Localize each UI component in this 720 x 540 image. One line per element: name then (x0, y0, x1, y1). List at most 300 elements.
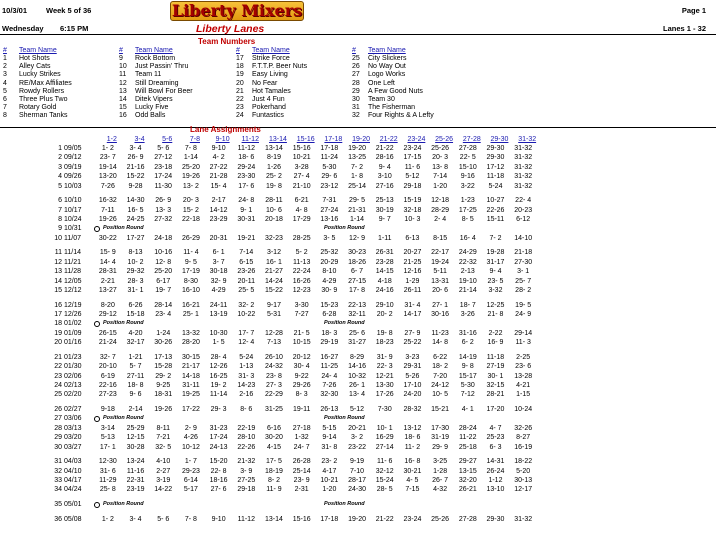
team-number: 6 (3, 95, 7, 103)
lane-assignment-cell: 28-21 (486, 391, 505, 399)
lane-assignment-cell: 22- 8 (210, 467, 227, 475)
week-date: 11/21 (64, 258, 81, 266)
lane-assignment-cell: 4-32 (433, 486, 448, 494)
team-name: The Fisherman (368, 104, 416, 112)
lane-assignment-cell: 24-20 (403, 391, 422, 399)
lane-assignment-cell: 11- 4 (183, 249, 199, 257)
team-number: 19 (236, 71, 244, 79)
week-number: 36 (54, 515, 62, 523)
lane-assignment-cell: 29-24 (237, 163, 256, 171)
lane-assignment-cell: 9- 4 (489, 268, 502, 276)
lane-assignment-cell: 2-22 (488, 329, 503, 337)
week-number: 19 (54, 329, 62, 337)
lane-assignment-cell: 9-28 (128, 182, 143, 190)
week-date: 09/05 (64, 145, 82, 152)
lane-assignment-cell: 25-18 (458, 443, 477, 451)
lane-pair-header: 5-6 (162, 136, 173, 143)
week-row (0, 443, 537, 452)
team-name-header: Team Name (135, 47, 173, 54)
lane-assignment-cell: 11-29 (99, 477, 117, 484)
lane-assignment-cell: 27-25 (237, 477, 256, 484)
team-name: Just Passin' Thru (135, 63, 189, 71)
lane-assignment-cell: 14-10 (514, 234, 533, 242)
lane-assignment-cell: 5-30 (322, 163, 337, 171)
lane-assignment-cell: 6-17 (156, 277, 171, 285)
lane-assignment-cell: 4-18 (377, 277, 392, 285)
lane-assignment-cell: 1-14 (350, 216, 365, 223)
team-row (236, 112, 352, 120)
lane-assignment-cell: 30-15 (181, 353, 200, 361)
week-row (0, 172, 537, 181)
lane-pair-header: 19-20 (352, 136, 370, 143)
lane-assignment-cell: 30-28 (126, 443, 145, 451)
lane-assignment-cell: 24-32 (265, 363, 283, 371)
lane-assignment-cell: 8-27 (516, 434, 531, 442)
team-number: 30 (352, 95, 360, 103)
lane-assignment-cell: 26-24 (486, 467, 505, 475)
lane-assignment-cell: 4-29 (322, 277, 337, 285)
lane-assignment-cell: 25-14 (292, 467, 311, 475)
lane-assignment-cell: 31- 9 (376, 353, 393, 361)
lane-pair-header: 11-12 (241, 136, 259, 143)
lane-assignment-cell: 25-26 (431, 515, 450, 523)
lane-assignment-cell: 13-28 (514, 372, 533, 380)
lane-assignment-cell: 7- 8 (184, 515, 197, 523)
lane-assignment-cell: 10-24 (514, 406, 533, 413)
lane-assignment-cell: 26-15 (98, 329, 117, 337)
lane-assignment-cell: 31-11 (182, 382, 200, 389)
lane-assignment-cell: 25-23 (486, 434, 505, 442)
lane-assignment-cell: 7- 2 (351, 163, 364, 171)
lane-assignment-cell: 21-16 (126, 163, 145, 171)
position-round-text: Position Round (324, 320, 365, 327)
lane-assignment-cell: 20- 6 (432, 287, 449, 294)
team-row (3, 63, 119, 71)
lane-assignment-cell: 21- 8 (487, 311, 504, 318)
lane-assignment-cell: 15-28 (154, 363, 173, 371)
position-round-label (94, 500, 314, 509)
lane-assignment-cell: 13-16 (320, 216, 339, 223)
week-date: 04/03 (64, 458, 82, 466)
lane-assignment-cell: 17-12 (486, 163, 505, 171)
lane-assignment-cell: 13-14 (265, 145, 283, 152)
lane-assignment-cell: 11-18 (486, 173, 505, 181)
lane-assignment-cell: 11-23 (431, 329, 449, 337)
week-date: 10/31 (64, 225, 82, 233)
week-date: 10/03 (64, 182, 82, 190)
lane-assignment-cell: 5-20 (516, 467, 531, 475)
lane-assignment-cell: 27- 1 (432, 301, 449, 309)
lane-assignment-cell: 21-27 (265, 268, 283, 276)
position-round-row (0, 500, 365, 509)
page-number: Page 1 (681, 6, 706, 15)
lane-assignment-cell: 27- 3 (265, 382, 282, 389)
lane-assignment-cell: 25- 6 (349, 329, 366, 337)
lane-assignment-cell: 29- 5 (349, 197, 366, 205)
team-row (3, 55, 119, 63)
lane-assignment-cell: 6-14 (183, 477, 198, 484)
lane-assignment-cell: 6- 7 (351, 268, 364, 276)
lane-assignment-cell: 20-29 (320, 258, 339, 266)
week-number: 12 (54, 258, 62, 266)
lane-assignment-cell: 4-10 (156, 458, 171, 466)
lane-assignment-cell: 10-12 (181, 443, 200, 451)
week-row (0, 248, 537, 257)
lane-assignment-cell: 25-29 (126, 424, 145, 432)
team-column (236, 46, 352, 121)
team-number: 26 (352, 63, 360, 71)
lane-assignment-cell: 29-14 (514, 329, 533, 337)
lane-assignment-cell: 15-16 (292, 145, 311, 152)
center-name: Liberty Lanes (196, 23, 265, 35)
lane-assignment-cell: 30-23 (348, 249, 366, 257)
lane-assignment-cell: 9- 7 (378, 216, 391, 223)
team-numbers-title: Team Numbers (198, 37, 256, 46)
header-divider (0, 34, 716, 35)
team-row (352, 80, 468, 88)
week-date: 01/23 (64, 353, 82, 361)
team-name: Still Dreaming (135, 79, 179, 87)
lane-assignment-cell: 22- 5 (459, 154, 476, 162)
lane-assignment-cell: 21-22 (375, 515, 394, 523)
lane-assignment-cell: 23-18 (154, 163, 173, 171)
week-row (0, 467, 537, 476)
lane-assignment-cell: 12-30 (98, 458, 117, 466)
lane-assignment-cell: 31-16 (458, 329, 477, 337)
league-logo: Liberty Mixers (171, 1, 303, 20)
team-row (236, 71, 352, 79)
lane-assignment-cell: 7-26 (322, 382, 337, 389)
lane-assignment-cell: 15-22 (265, 287, 283, 294)
week-date: 09/12 (64, 154, 82, 162)
team-number: 3 (3, 71, 7, 79)
lane-assignment-cell: 3-32 (488, 287, 503, 294)
lane-assignment-cell: 30-16 (431, 311, 450, 318)
lane-assignment-cell: 21-31 (348, 206, 366, 214)
team-name: Odd Balls (135, 112, 166, 120)
week-row (0, 433, 537, 442)
lane-assignment-cell: 25-20 (181, 163, 200, 171)
lane-assignment-cell: 2-17 (211, 197, 226, 205)
lane-assignment-cell: 10- 6 (265, 206, 282, 214)
position-round-text: Position Round (103, 320, 144, 327)
lane-assignment-cell: 1-26 (266, 163, 281, 171)
lane-assignment-cell: 9-18 (100, 406, 115, 413)
week-row (0, 277, 537, 286)
lane-assignment-cell: 21-32 (237, 458, 256, 466)
lane-assignment-cell: 17-15 (403, 154, 422, 162)
team-number-header: # (119, 47, 123, 54)
lane-assignment-cell: 8- 5 (461, 216, 474, 223)
lane-assignment-cell: 1- 8 (351, 173, 364, 181)
week-date: 10/10 (64, 197, 82, 205)
team-row (3, 80, 119, 88)
lane-assignment-cell: 5- 6 (157, 145, 170, 152)
lane-assignment-cell: 12-26 (209, 363, 228, 371)
lane-assignment-cell: 27- 6 (210, 486, 227, 494)
lane-assignment-cell: 26-31 (375, 249, 394, 257)
lane-assignment-cell: 23- 4 (155, 311, 172, 318)
lane-assignment-cell: 31-32 (514, 182, 533, 190)
week-number: 16 (54, 301, 62, 309)
lane-assignment-cell: 10- 5 (432, 391, 449, 399)
lane-assignment-cell: 8-13 (128, 249, 143, 257)
week-number: 1 (58, 145, 62, 152)
lane-assignment-cell: 24-29 (458, 249, 477, 257)
team-number: 31 (352, 104, 360, 112)
lane-assignment-cell: 28-14 (154, 301, 173, 309)
lane-assignment-cell: 26- 7 (432, 477, 449, 484)
lane-assignment-cell: 24-11 (209, 301, 228, 309)
lane-assignment-cell: 2-21 (100, 277, 115, 285)
lane-assignment-cell: 32-20 (458, 477, 477, 484)
position-round-text: Position Round (324, 415, 365, 422)
lane-assignment-cell: 5-26 (405, 372, 420, 380)
position-round-text: Position Round (324, 501, 365, 507)
week-date: 11/28 (64, 268, 81, 276)
lane-assignment-cell: 18-22 (514, 458, 533, 466)
lane-assignment-cell: 24-16 (375, 287, 394, 294)
lane-assignment-cell: 14-15 (375, 268, 394, 276)
lane-assignment-cell: 19-24 (431, 258, 450, 266)
lane-assignment-cell: 14-31 (486, 458, 505, 466)
team-number-header: # (236, 47, 240, 54)
week-number: 30 (54, 443, 62, 451)
lane-assignment-cell: 5-12 (350, 406, 365, 413)
position-round-label (94, 319, 314, 328)
lane-assignment-cell: 8- 6 (240, 406, 253, 413)
lane-assignment-cell: 2- 4 (434, 216, 447, 223)
lane-assignment-cell: 16- 9 (487, 339, 504, 347)
team-row (236, 55, 352, 63)
team-row (352, 104, 468, 112)
lane-assignment-cell: 17-22 (181, 406, 200, 413)
lane-assignment-cell: 11- 9 (266, 486, 282, 494)
lane-pair-header: 29-30 (490, 136, 509, 143)
lane-assignment-cell: 22-16 (98, 382, 117, 389)
lane-assignment-cell: 1-20 (322, 486, 337, 494)
lane-assignment-cell: 24-13 (209, 443, 228, 451)
team-row (352, 96, 468, 104)
lane-assignment-cell: 22-26 (486, 206, 505, 214)
lane-assignment-cell: 28- 3 (127, 277, 144, 285)
team-name: Team 30 (368, 95, 395, 103)
lane-assignment-cell: 27-22 (209, 163, 228, 171)
week-number: 31 (54, 458, 62, 466)
lane-assignment-cell: 9- 5 (184, 258, 197, 266)
lane-assignment-cell: 26-13 (320, 406, 339, 413)
lane-assignment-cell: 5-11 (433, 268, 447, 276)
lane-assignment-cell: 29-23 (181, 467, 200, 475)
team-row (236, 88, 352, 96)
lane-assignment-cell: 25-13 (375, 197, 394, 205)
lane-assignment-cell: 11-16 (126, 467, 145, 475)
lane-assignment-cell: 7- 2 (489, 234, 502, 242)
lane-assignment-cell: 5-12 (405, 173, 420, 181)
lane-assignment-cell: 6-15 (239, 258, 254, 266)
lane-assignment-cell: 17-13 (154, 353, 173, 361)
team-name-header: Team Name (19, 47, 57, 54)
lane-assignment-cell: 16-27 (320, 353, 339, 361)
lane-assignment-cell: 15- 2 (182, 206, 199, 214)
team-column (119, 46, 235, 121)
lane-assignment-cell: 13-20 (98, 173, 117, 181)
lane-assignment-cell: 28-29 (431, 206, 450, 214)
lane-assignment-cell: 14-19 (458, 353, 477, 361)
lane-assignment-cell: 14-16 (348, 363, 366, 371)
lane-assignment-cell: 18- 8 (127, 382, 144, 389)
lane-assignment-cell: 1-24 (156, 329, 171, 337)
lane-assignment-cell: 13-12 (403, 424, 422, 432)
lane-assignment-cell: 1-29 (405, 277, 420, 285)
week-number: 2 (58, 154, 62, 162)
week-number: 17 (54, 311, 62, 318)
week-number: 23 (54, 372, 62, 380)
lane-assignment-cell: 6-26 (128, 301, 143, 309)
lane-assignment-cell: 7- 8 (184, 145, 197, 152)
lane-assignment-cell: 32-11 (348, 311, 366, 318)
lane-assignment-cell: 7-14 (433, 173, 448, 181)
week-row (0, 405, 537, 414)
week-row (0, 353, 537, 362)
week-row (0, 390, 537, 399)
lane-assignment-cell: 13-24 (126, 458, 145, 466)
lane-assignment-cell: 27-14 (375, 443, 394, 451)
team-name: Team 11 (135, 71, 162, 79)
lane-assignment-cell: 2-31 (294, 486, 309, 494)
team-row (119, 112, 235, 120)
week-number: 26 (54, 406, 62, 413)
team-name: F.T.T.P. Beer Nuts (252, 63, 308, 71)
lane-assignment-cell: 5-13 (100, 434, 115, 442)
lane-assignment-cell: 21-18 (514, 249, 533, 257)
lane-assignment-cell: 29-18 (403, 182, 422, 190)
position-round-text: Position Round (324, 225, 365, 232)
lane-pair-header: 25-26 (435, 136, 454, 143)
team-column-header (119, 46, 235, 55)
lane-assignment-cell: 17- 5 (265, 458, 282, 466)
lane-assignment-cell: 30-18 (209, 268, 228, 276)
lane-assignment-cell: 22-19 (237, 424, 256, 432)
lane-assignment-cell: 10- 1 (376, 424, 393, 432)
lane-assignment-cell: 16-32 (98, 197, 117, 205)
lane-assignment-cell: 15-22 (126, 173, 145, 181)
lane-assignment-cell: 27- 4 (293, 173, 310, 181)
team-number: 27 (352, 71, 360, 79)
week-number: 33 (54, 477, 62, 484)
lane-assignment-cell: 3- 7 (212, 258, 225, 266)
week-row (0, 329, 537, 338)
lane-assignment-cell: 13-31 (431, 277, 450, 285)
week-row (0, 196, 537, 205)
lane-assignment-cell: 19- 7 (155, 287, 172, 294)
team-row (119, 80, 235, 88)
team-name: Lucky Strikes (19, 71, 61, 79)
lane-assignment-cell: 19-21 (237, 234, 256, 242)
lane-assignment-cell: 13-30 (375, 382, 394, 389)
lane-pair-header: 3-4 (134, 136, 145, 143)
lane-assignment-cell: 1-21 (128, 353, 143, 361)
lane-assignment-cell: 31-27 (348, 339, 366, 347)
lane-assignment-cell: 5- 2 (295, 249, 308, 257)
position-round-text: Position Round (103, 225, 144, 232)
week-row (0, 515, 537, 524)
week-date: 11/07 (64, 234, 81, 242)
lane-assignment-cell: 14-22 (154, 486, 173, 494)
team-number: 1 (3, 55, 7, 62)
week-date: 01/02 (64, 320, 82, 328)
lane-assignment-cell: 4- 8 (295, 206, 308, 214)
team-name: No Way Out (368, 63, 406, 71)
lane-assignment-cell: 16-10 (181, 287, 200, 294)
lane-assignment-cell: 25- 7 (515, 277, 532, 285)
lane-assignment-cell: 8-11 (156, 424, 170, 432)
lane-pair-header: 21-22 (379, 136, 398, 143)
lane-assignment-cell: 20-11 (237, 277, 255, 285)
lane-assignment-cell: 20- 3 (432, 154, 449, 162)
lane-assignment-cell: 31-23 (209, 424, 228, 432)
lane-assignment-cell: 27-28 (458, 515, 477, 523)
lane-assignment-cell: 25-26 (431, 145, 450, 152)
team-row (236, 96, 352, 104)
lane-assignment-cell: 8-19 (266, 154, 281, 162)
lane-assignment-cell: 3-28 (294, 163, 309, 171)
team-number: 14 (119, 95, 127, 103)
team-row (352, 112, 468, 120)
team-number: 8 (3, 112, 7, 120)
lane-assignment-cell: 23-30 (237, 173, 256, 181)
team-row (119, 104, 235, 112)
lane-assignment-cell: 29-30 (486, 154, 505, 162)
week-row (0, 424, 537, 433)
lane-assignment-cell: 24- 8 (238, 197, 255, 205)
lane-assignment-cell: 32-17 (126, 339, 145, 347)
lane-assignment-cell: 16-29 (375, 434, 394, 442)
team-number: 4 (3, 79, 7, 87)
lane-assignment-cell: 5-31 (266, 311, 281, 318)
week-date: 04/24 (64, 486, 82, 494)
lane-assignment-cell: 20-10 (98, 363, 117, 371)
lane-assignment-cell: 17-30 (431, 424, 450, 432)
lane-assignment-cell: 21-17 (181, 363, 200, 371)
team-number-header: # (352, 47, 356, 54)
lane-assignment-cell: 21-22 (375, 145, 394, 152)
week-date: 09/19 (64, 163, 82, 171)
week-number: 15 (54, 287, 62, 294)
team-number: 32 (352, 112, 360, 120)
lane-pair-header: 23-24 (407, 136, 426, 143)
lane-pair-header: 1-2 (106, 136, 117, 143)
team-row (119, 55, 235, 63)
week-row (0, 206, 537, 215)
lane-assignment-cell: 23-19 (126, 486, 145, 494)
lane-assignment-cell: 1- 2 (101, 515, 114, 523)
week-row (0, 182, 537, 191)
lane-assignment-cell: 32- 5 (155, 443, 172, 451)
lane-assignment-cell: 12-21 (375, 372, 394, 380)
team-number: 9 (119, 55, 123, 62)
lane-assignment-cell: 11-18 (486, 353, 505, 361)
team-number: 23 (236, 104, 244, 112)
team-name: Ditek Vipers (135, 95, 173, 103)
lane-assignment-cell: 21-28 (209, 173, 228, 181)
lane-assignment-cell: 28- 4 (210, 353, 227, 361)
lane-assignment-cell: 6- 1 (212, 249, 225, 257)
lane-assignment-cell: 4- 7 (489, 424, 502, 432)
team-column (3, 46, 119, 121)
lane-assignment-cell: 23- 8 (265, 372, 282, 380)
week-row (0, 485, 537, 494)
